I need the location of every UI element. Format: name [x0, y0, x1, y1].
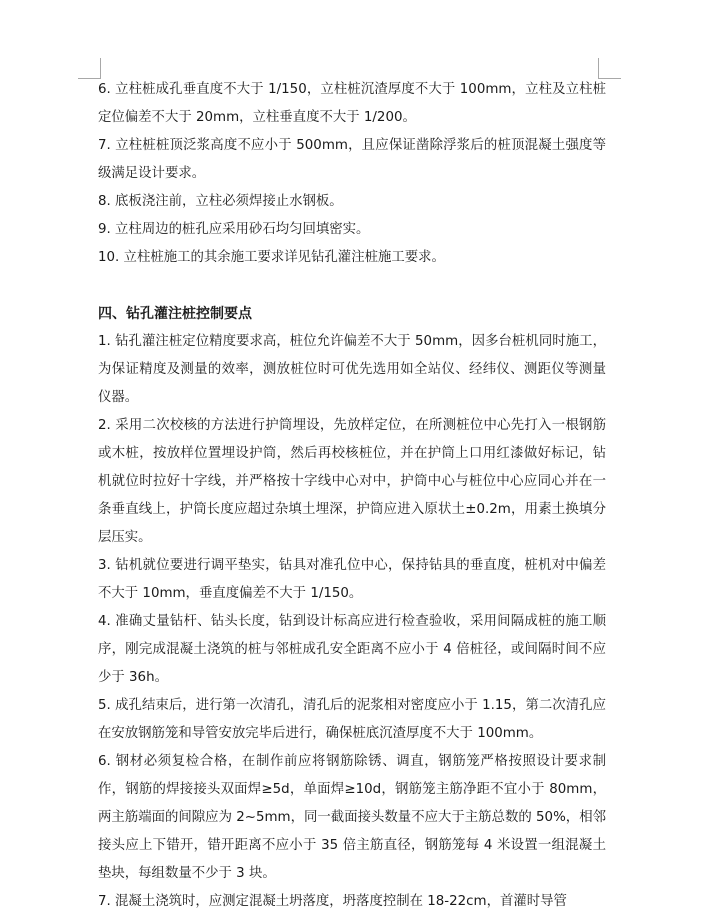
section-item-6: 6. 钢材必须复检合格，在制作前应将钢筋除锈、调直，钢筋笼严格按照设计要求制作，钢筋的焊接接头双面焊≥5d，单面焊≥10d，钢筋笼主筋净距不宜小于 80mm，两主筋端面的间隙应为 2~5mm，同一截面接头数量不应大于主筋总数的 50%，相邻接头应上下错开，错开距离不应小于 35 倍主筋直径，钢筋笼每 4 米设置一组混凝土垫块，每组数量不少于 3 块。 [98, 754, 606, 881]
section-item-2: 2. 采用二次校核的方法进行护筒埋设，先放样定位，在所测桩位中心先打入一根钢筋或木桩，按放样位置埋设护筒，然后再校核桩位，并在护筒上口用红漆做好标记，钻机就位时拉好十字线，并严格按十字线中心对中，护筒中心与桩位中心应同心并在一条垂直线上，护筒长度应超过杂填土埋深，护筒应进入原状土±0.2m，用素土换填分层压实。 [98, 418, 606, 545]
paragraph-item-9: 9. 立柱周边的桩孔应采用砂石均匀回填密实。 [98, 222, 370, 237]
paragraph-item-7: 7. 立柱桩桩顶泛浆高度不应小于 500mm，且应保证凿除浮浆后的桩顶混凝土强度等级满足设计要求。 [98, 138, 606, 181]
section-heading: 四、钻孔灌注桩控制要点 [98, 306, 252, 322]
section-item-1: 1. 钻孔灌注桩定位精度要求高，桩位允许偏差不大于 50mm，因多台桩机同时施工，为保证精度及测量的效率，测放桩位时可优先选用如全站仪、经纬仪、测距仪等测量仪器。 [98, 334, 606, 405]
paragraph-item-6: 6. 立柱桩成孔垂直度不大于 1/150，立柱桩沉渣厚度不大于 100mm，立柱及立柱桩定位偏差不大于 20mm，立柱垂直度不大于 1/200。 [98, 82, 606, 125]
page-content [98, 76, 606, 916]
section-item-7: 7. 混凝土浇筑时，应测定混凝土坍落度，坍落度控制在 18-22cm，首灌时导管 [98, 894, 567, 909]
section-item-5: 5. 成孔结束后，进行第一次清孔，清孔后的泥浆相对密度应小于 1.15，第二次清孔应在安放钢筋笼和导管安放完毕后进行，确保桩底沉渣厚度不大于 100mm。 [98, 698, 606, 741]
section-item-4: 4. 准确丈量钻杆、钻头长度，钻到设计标高应进行检查验收，采用间隔成桩的施工顺序，刚完成混凝土浇筑的桩与邻桩成孔安全距离不应小于 4 倍桩径，或间隔时间不应少于 36h。 [98, 614, 606, 685]
paragraph-item-8: 8. 底板浇注前，立柱必须焊接止水钢板。 [98, 194, 343, 209]
paragraph-item-10: 10. 立柱桩施工的其余施工要求详见钻孔灌注桩施工要求。 [98, 250, 445, 265]
section-item-3: 3. 钻机就位要进行调平垫实，钻具对准孔位中心，保持钻具的垂直度，桩机对中偏差不大于 10mm，垂直度偏差不大于 1/150。 [98, 558, 606, 601]
